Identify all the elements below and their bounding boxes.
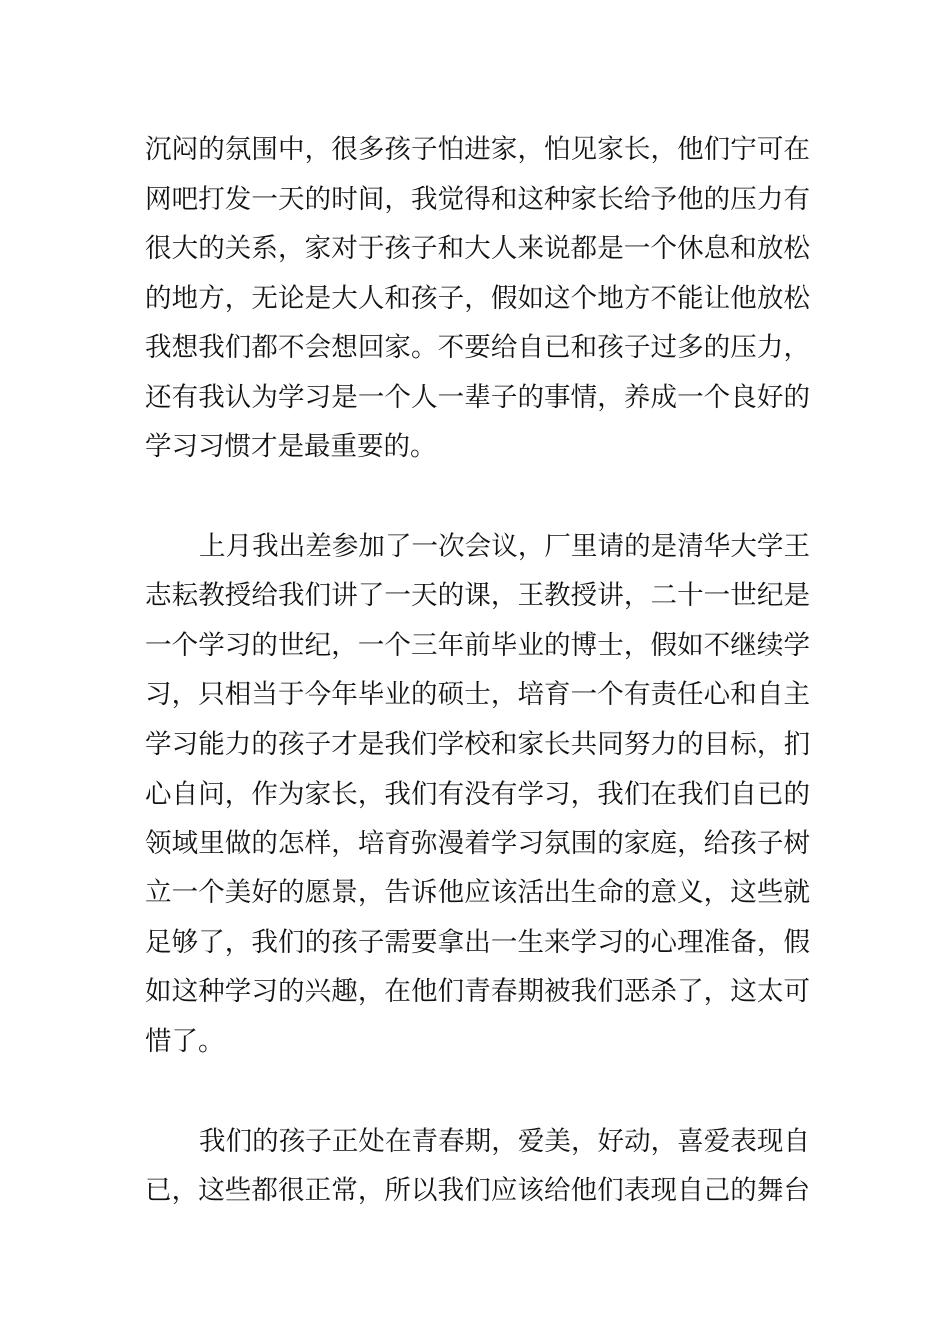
- paragraph-2-line-9: 足够了，我们的孩子需要拿出一生来学习的心理准备，假: [145, 927, 810, 958]
- paragraph-1-line-5: 我想我们都不会想回家。不要给自已和孩子过多的压力，: [145, 332, 810, 363]
- paragraph-2-line-3: 一个学习的世纪，一个三年前毕业的博士，假如不继续学: [145, 630, 810, 661]
- paragraph-1-line-6: 还有我认为学习是一个人一辈子的事情，养成一个良好的: [145, 382, 810, 413]
- paragraph-1-line-4: 的地方，无论是大人和孩子，假如这个地方不能让他放松: [145, 283, 810, 314]
- paragraph-1-line-1: 沉闷的氛围中，很多孩子怕进家，怕见家长，他们宁可在: [145, 134, 810, 165]
- paragraph-2-line-7: 领域里做的怎样，培育弥漫着学习氛围的家庭，给孩子树: [145, 828, 810, 859]
- paragraph-2-line-4: 习，只相当于今年毕业的硕士，培育一个有责任心和自主: [145, 679, 810, 710]
- paragraph-3-line-1: 我们的孩子正处在青春期，爱美，好动，喜爱表现自: [199, 1126, 810, 1157]
- paragraph-1-line-3: 很大的关系，家对于孩子和大人来说都是一个休息和放松: [145, 233, 810, 264]
- paragraph-2-line-10: 如这种学习的兴趣，在他们青春期被我们恶杀了，这太可: [145, 976, 810, 1007]
- paragraph-1-line-2: 网吧打发一天的时间，我觉得和这种家长给予他的压力有: [145, 184, 810, 215]
- paragraph-2-line-11: 惜了。: [145, 1026, 225, 1057]
- paragraph-3-line-2: 已，这些都很正常，所以我们应该给他们表现自己的舞台: [145, 1175, 810, 1206]
- paragraph-1-line-7: 学习习惯才是最重要的。: [145, 431, 437, 462]
- paragraph-2-line-5: 学习能力的孩子才是我们学校和家长共同努力的目标，扪: [145, 729, 810, 760]
- paragraph-2-line-1: 上月我出差参加了一次会议，厂里请的是清华大学王: [199, 531, 810, 562]
- paragraph-2-line-2: 志耘教授给我们讲了一天的课，王教授讲，二十一世纪是: [145, 580, 810, 611]
- paragraph-2-line-8: 立一个美好的愿景，告诉他应该活出生命的意义，这些就: [145, 877, 810, 908]
- paragraph-2-line-6: 心自问，作为家长，我们有没有学习，我们在我们自已的: [145, 779, 810, 810]
